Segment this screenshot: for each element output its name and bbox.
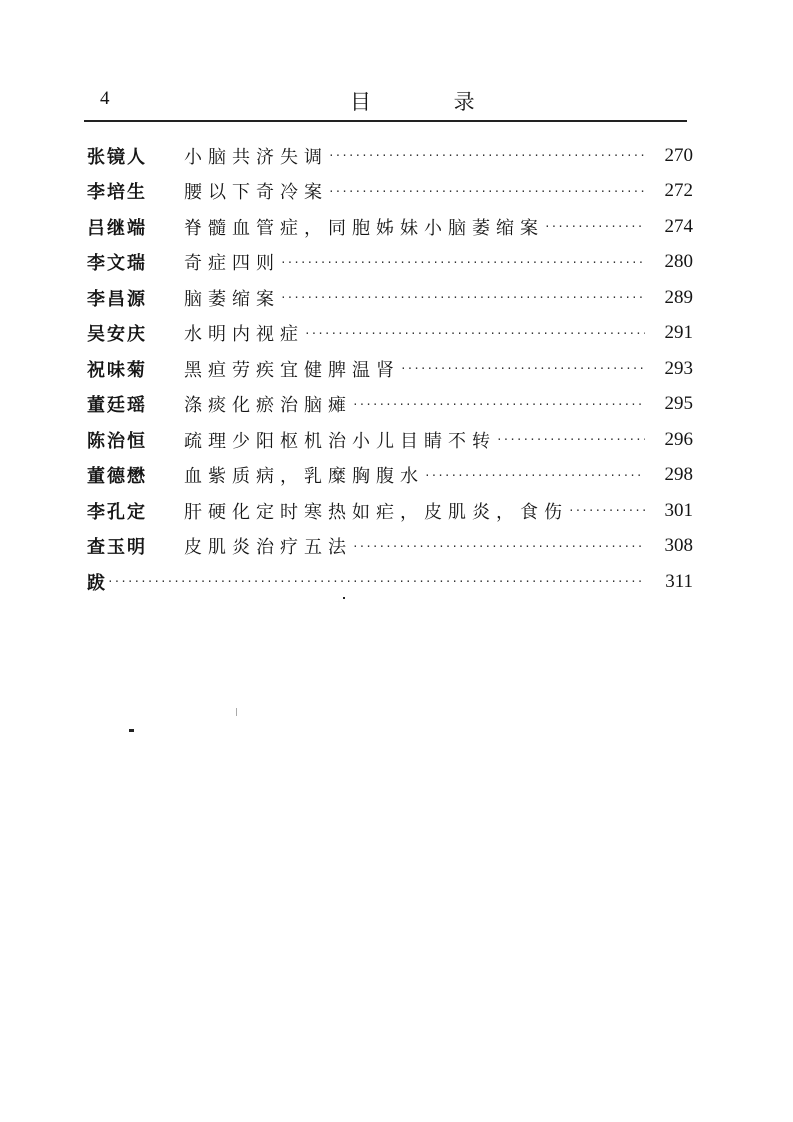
toc-author: 董廷瑶 [87,395,147,417]
toc-title: 肝硬化定时寒热如疟，皮肌炎，食伤 [184,501,568,523]
toc-page-number: 289 [664,286,693,308]
toc-author: 查玉明 [87,537,147,559]
toc-leader-dots [496,433,645,446]
toc-entry [87,458,693,494]
toc-entry [87,529,693,565]
toc-title: 涤痰化瘀治脑瘫 [184,395,352,417]
toc-title: 腰以下奇冷案 [184,182,328,204]
toc-entry [87,493,693,529]
toc-author: 张镜人 [87,146,147,168]
toc-title: 脑萎缩案 [184,288,280,310]
toc-author: 吕继端 [87,217,147,239]
toc-entry [87,245,693,281]
toc-page-number: 270 [664,144,693,166]
table-of-contents [87,138,693,600]
toc-page-number: 298 [664,464,693,486]
toc-leader-dots [304,327,645,340]
toc-leader-dots [424,469,645,482]
scan-speck [343,597,345,599]
toc-author: 吴安庆 [87,324,147,346]
toc-entry [87,422,693,458]
toc-entry [87,387,693,423]
toc-leader-dots [328,185,645,198]
toc-author: 李培生 [87,182,147,204]
toc-leader-dots [107,575,645,588]
toc-title: 疏理少阳枢机治小儿目睛不转 [184,430,496,452]
toc-author: 李昌源 [87,288,147,310]
toc-title: 脊髓血管症，同胞姊妹小脑萎缩案 [184,217,544,239]
toc-page-number: 291 [664,322,693,344]
toc-leader-dots [280,256,645,269]
toc-title: 皮肌炎治疗五法 [184,537,352,559]
toc-page-number: 280 [664,251,693,273]
toc-title: 血紫质病，乳糜胸腹水 [184,466,424,488]
toc-leader-dots [328,149,645,162]
toc-author: 董德懋 [87,466,147,488]
toc-author: 陈治恒 [87,430,147,452]
toc-page-number: 274 [664,215,693,237]
toc-title: 跋 [87,572,107,594]
toc-title: 水明内视症 [184,324,304,346]
toc-page-number: 311 [665,570,693,592]
running-title: 目 录 [350,90,513,114]
toc-entry [87,174,693,210]
toc-author: 李孔定 [87,501,147,523]
toc-page-number: 296 [664,428,693,450]
toc-page-number: 301 [664,499,693,521]
toc-leader-dots [352,540,645,553]
toc-leader-dots [280,291,645,304]
toc-page-number: 293 [664,357,693,379]
toc-entry [87,138,693,174]
scan-speck [236,708,237,716]
toc-entry [87,351,693,387]
toc-entry-epilogue [87,564,693,600]
toc-leader-dots [352,398,645,411]
toc-page-number: 295 [664,393,693,415]
toc-page-number: 308 [664,535,693,557]
toc-leader-dots [568,504,645,517]
toc-leader-dots [544,220,645,233]
toc-author: 李文瑞 [87,253,147,275]
header-rule [84,120,687,122]
toc-entry [87,316,693,352]
toc-page-number: 272 [664,180,693,202]
toc-title: 小脑共济失调 [184,146,328,168]
scan-speck [129,729,134,732]
page-number: 4 [100,88,110,109]
toc-title: 奇症四则 [184,253,280,275]
toc-author: 祝味菊 [87,359,147,381]
toc-entry [87,209,693,245]
toc-entry [87,280,693,316]
toc-leader-dots [400,362,645,375]
toc-title: 黑疸劳疾宜健脾温肾 [184,359,400,381]
